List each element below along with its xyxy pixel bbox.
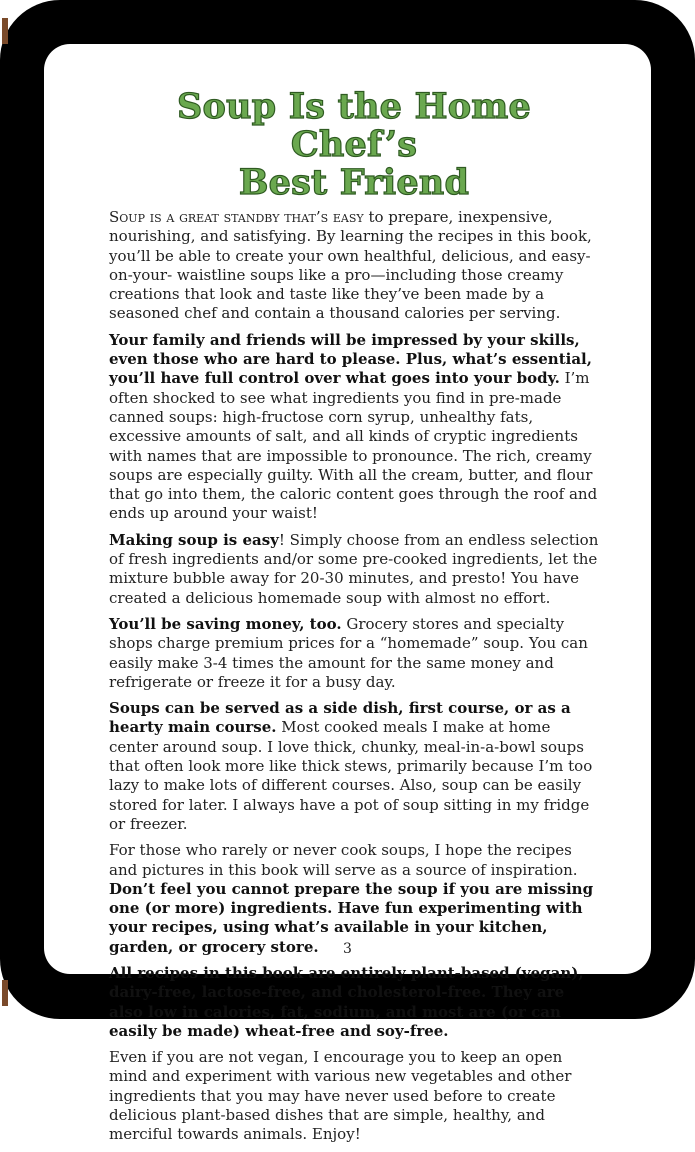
paragraph-easy: [109, 531, 599, 608]
paragraph-closing: [109, 1048, 599, 1144]
inspiration-text: For those who rarely or never cook soups, I hope the recipes and pictures in this book will serve as a source of inspiration.: [109, 841, 578, 879]
intro-lead: Soup is a great standby that’s easy: [109, 208, 364, 226]
family-text: I’m often shocked to see what ingredients you find in pre-made canned soups: high-fructose corn syrup, unhealthy fats, excessive amounts of salt, and all kinds of cryptic ingredients with names that are impossible to pronounce. The rich, creamy soups are especially guilty. With all the cream, butter, and flour that go into them, the caloric content goes through the roof and ends up around your waist!: [109, 369, 598, 523]
paragraph-serving: [109, 699, 599, 834]
page-title-line-1: Soup Is the Home Chef’s: [177, 86, 531, 165]
money-text: Grocery stores and specialty shops charge premium prices for a “homemade” soup. You can easily make 3-4 times the amount for the same money and refrigerate or freeze it for a busy day.: [109, 614, 588, 691]
inspiration-bold: Don’t feel you cannot prepare the soup if you are missing one (or more) ingredients. Have fun experimenting with your recipes, using what’s available in your kitchen, garden, or grocery store.: [109, 879, 594, 956]
book-page: [44, 44, 651, 1144]
paragraph-plant-based: [109, 964, 599, 1041]
paragraph-inspiration: [109, 841, 599, 957]
page-title-line-2: Best Friend: [238, 162, 470, 203]
plant-based-text: All recipes in this book are entirely plant-based (vegan), dairy-free, lactose-free, and cholesterol-free. They are also low in calories, fat, sodium, and most are (or can easily be made) wheat-free and soy-free.: [109, 963, 584, 1040]
closing-text: Even if you are not vegan, I encourage you to keep an open mind and experiment with various new vegetables and other ingredients that you may have never used before to create delicious plant-based dishes that are simple, healthy, and merciful towards animals. Enjoy!: [109, 1048, 572, 1144]
paragraph-money: [109, 615, 599, 692]
intro-text: to prepare, inexpensive, nourishing, and satisfying. By learning the recipes in this book, you’ll be able to create your own healthful, delicious, and easy-on-your- waistline soups like a pro—including those creamy creations that look and taste like they’ve been made by a seasoned chef and contain a thousand calories per serving.: [109, 208, 592, 323]
page-edge-accent-bottom: [2, 980, 8, 1006]
money-lead: You’ll be saving money, too.: [109, 614, 342, 633]
easy-lead: Making soup is easy: [109, 530, 279, 549]
paragraph-family: [109, 331, 599, 524]
family-lead: Your family and friends will be impressed by your skills, even those who are hard to please. Plus, what’s essential, you’ll have full control over what goes into your body.: [109, 330, 592, 388]
paragraph-intro: [109, 208, 599, 324]
page-title: [109, 88, 599, 202]
page-number: 3: [343, 941, 352, 957]
easy-text: ! Simply choose from an endless selection of fresh ingredients and/or some pre-cooked ingredients, let the mixture bubble away for 20-30 minutes, and presto! You have created a delicious homemade soup with almost no effort.: [109, 530, 599, 607]
serving-lead: Soups can be served as a side dish, first course, or as a hearty main course.: [109, 699, 571, 737]
page-edge-accent-top: [2, 18, 8, 44]
serving-text: Most cooked meals I make at home center around soup. I love thick, chunky, meal-in-a-bowl soups that often look more like thick stews, primarily because I’m too lazy to make lots of different courses. Also, soup can be easily stored for later. I always have a pot of soup sitting in my fridge or freezer.: [109, 718, 593, 833]
page-content: [109, 88, 599, 1152]
